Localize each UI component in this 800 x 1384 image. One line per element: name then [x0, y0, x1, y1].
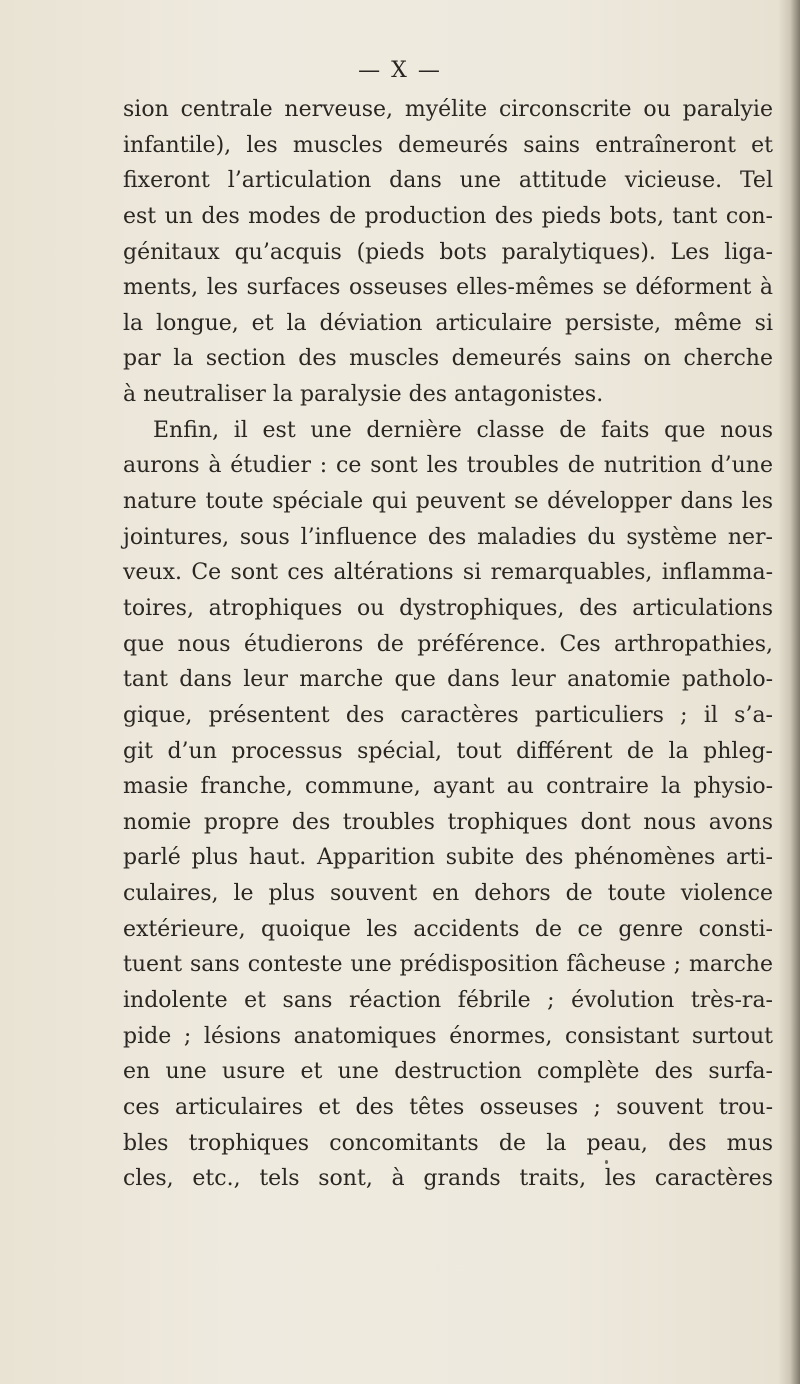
text-line: à neutraliser la paralysie des antagonistes. [123, 382, 604, 408]
ink-speck [605, 1160, 608, 1164]
text-line: la longue, et la déviation articulaire persiste, même si [123, 310, 773, 336]
text-line: indolente et sans réaction fébrile ; évolution très-ra- [123, 988, 773, 1014]
text-line: infantile), les muscles demeurés sains entraîneront et [123, 132, 773, 158]
text-line: bles trophiques concomitants de la peau, des mus [123, 1130, 773, 1156]
text-line: nature toute spéciale qui peuvent se développer dans les [123, 489, 773, 515]
paragraph-start-line: Enfin, il est une dernière classe de faits que nous [153, 417, 773, 443]
text-line: que nous étudierons de préférence. Ces arthropathies, [123, 631, 773, 657]
text-line: fixeront l’articulation dans une attitude vicieuse. Tel [123, 168, 773, 194]
text-line: veux. Ce sont ces altérations si remarquables, inflamma- [123, 560, 773, 586]
text-line: culaires, le plus souvent en dehors de toute violence [123, 881, 773, 907]
text-line: ments, les surfaces osseuses elles-mêmes se déforment à [123, 275, 773, 301]
text-line: tuent sans conteste une prédisposition fâcheuse ; marche [123, 952, 773, 978]
text-line: génitaux qu’acquis (pieds bots paralytiques). Les liga- [123, 239, 773, 265]
text-line: en une usure et une destruction complète des surfa- [123, 1059, 773, 1085]
text-line: gique, présentent des caractères particuliers ; il s’a- [123, 702, 773, 728]
text-line: par la section des muscles demeurés sains on cherche [123, 346, 773, 372]
text-line: nomie propre des troubles trophiques dont nous avons [123, 809, 773, 835]
text-line: ces articulaires et des têtes osseuses ; souvent trou- [123, 1094, 773, 1120]
text-line: parlé plus haut. Apparition subite des phénomènes arti- [123, 845, 773, 871]
text-line: extérieure, quoique les accidents de ce genre consti- [123, 916, 773, 942]
body-text [123, 92, 773, 1197]
text-line: pide ; lésions anatomiques énormes, consistant surtout [123, 1023, 773, 1049]
text-line: tant dans leur marche que dans leur anatomie patholo- [123, 667, 773, 693]
text-line: jointures, sous l’influence des maladies du système ner- [123, 524, 773, 550]
text-line: cles, etc., tels sont, à grands traits, les caractères [123, 1166, 773, 1192]
text-line: est un des modes de production des pieds bots, tant con- [123, 203, 773, 229]
text-line: aurons à étudier : ce sont les troubles de nutrition d’une [123, 453, 773, 479]
text-line: git d’un processus spécial, tout différent de la phleg- [123, 738, 773, 764]
text-line: toires, atrophiques ou dystrophiques, des articulations [123, 595, 773, 621]
page-edge-shadow [778, 0, 800, 1384]
page-header-roman-numeral: — X — [358, 58, 442, 83]
text-line: masie franche, commune, ayant au contraire la physio- [123, 774, 773, 800]
text-line: sion centrale nerveuse, myélite circonscrite ou paralyie [123, 97, 773, 122]
